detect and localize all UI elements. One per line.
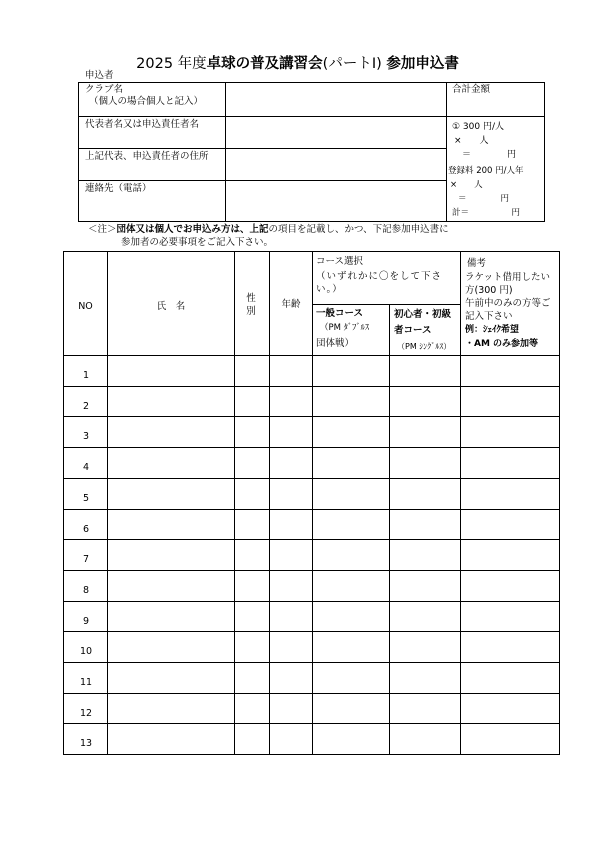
header-beginner-note: （PM ｼﾝｸﾞﾙｽ） [397,342,452,351]
header-general-course: 一般コース [316,308,364,319]
table-row[interactable] [108,724,559,754]
registration-breakdown [448,164,524,220]
reg-line-1: 登録料 200 円/人年 [448,166,524,176]
header-course: コース選択 [316,256,364,267]
title-main: 卓球の普及講習会 [206,56,323,72]
row-number: 4 [82,462,90,473]
row-number: 12 [79,708,93,719]
participant-table [63,251,560,755]
header-remarks-line-2: 午前中のみの方等ご記入下さい [465,298,551,322]
table-row[interactable] [108,356,559,386]
row-number: 8 [82,585,90,596]
row-number: 6 [82,524,90,535]
header-remarks-example-1: 例：ｼｪｲｸ希望 [465,325,520,335]
table-row[interactable] [108,571,559,601]
row-number: 9 [82,616,90,627]
title-year: 2025 年度 [136,56,207,72]
club-name-note: （個人の場合個人と記入） [89,96,204,107]
table-row[interactable] [108,387,559,417]
row-number: 7 [82,554,90,565]
fee-line-2: × 人 [454,136,489,146]
contact-label: 連絡先（電話） [85,183,152,194]
note-line-1 [88,224,449,236]
note-line-2: 参加者の必要事項をご記入下さい。 [121,237,274,248]
address-label: 上記代表、申込責任者の住所 [85,151,209,162]
total-amount-label: 合計金額 [452,84,491,95]
row-number: 1 [82,370,90,381]
header-beginner-course: 初心者・初級者コース [394,309,452,336]
reg-line-3: ＝ 円 [458,194,510,204]
table-row[interactable] [108,632,559,662]
table-row[interactable] [108,510,559,540]
club-name-field[interactable] [227,84,444,114]
header-general-note-1: （PM ﾀﾞﾌﾞﾙｽ [320,323,370,333]
table-row[interactable] [108,417,559,447]
rep-name-label: 代表者名又は申込責任者名 [85,119,200,130]
title-part: (パートⅠ) [322,56,382,72]
row-number: 13 [79,738,93,749]
table-row[interactable] [108,602,559,632]
rep-name-field[interactable] [227,118,444,147]
note-rest: の項目を記載し、かつ、下記参加申込書に [268,224,449,235]
fee-line-3: ＝ 円 [462,150,517,160]
header-course-note: （いずれかに〇をして下さい。） [316,271,443,295]
fee-line-1: ① 300 円/人 [452,122,505,132]
fee-breakdown [452,120,516,162]
row-number: 3 [82,431,90,442]
table-row[interactable] [108,479,559,509]
applicant-table [78,82,545,222]
header-general-note-2: 団体戦） [316,338,355,349]
table-row[interactable] [108,694,559,724]
applicant-label: 申込者 [85,70,114,81]
address-field[interactable] [227,150,444,179]
reg-line-2: × 人 [450,180,483,190]
sum-line: 計＝ 円 [452,208,521,218]
table-row[interactable] [108,540,559,570]
row-number: 2 [82,401,90,412]
header-gender: 性別 [246,293,256,317]
note-prefix: ＜注＞ [88,224,117,235]
row-number: 10 [79,646,93,657]
table-row[interactable] [108,663,559,693]
note-bold: 団体又は個人でお申込み方は、上記 [116,224,269,235]
header-remarks: 備考 [467,258,487,269]
header-name: 氏 名 [156,301,186,312]
header-remarks-line-1: ラケット借用したい方(300 円) [465,272,551,296]
header-remarks-example-2: ・AM のみ参加等 [465,339,539,349]
row-number: 11 [79,677,93,688]
header-age: 年齢 [281,299,301,310]
club-name-label: クラブ名 [85,84,124,95]
table-row[interactable] [108,448,559,478]
row-number: 5 [82,493,90,504]
title-suffix: 参加申込書 [386,56,459,72]
contact-field[interactable] [227,182,444,220]
header-no: NO [78,301,93,312]
